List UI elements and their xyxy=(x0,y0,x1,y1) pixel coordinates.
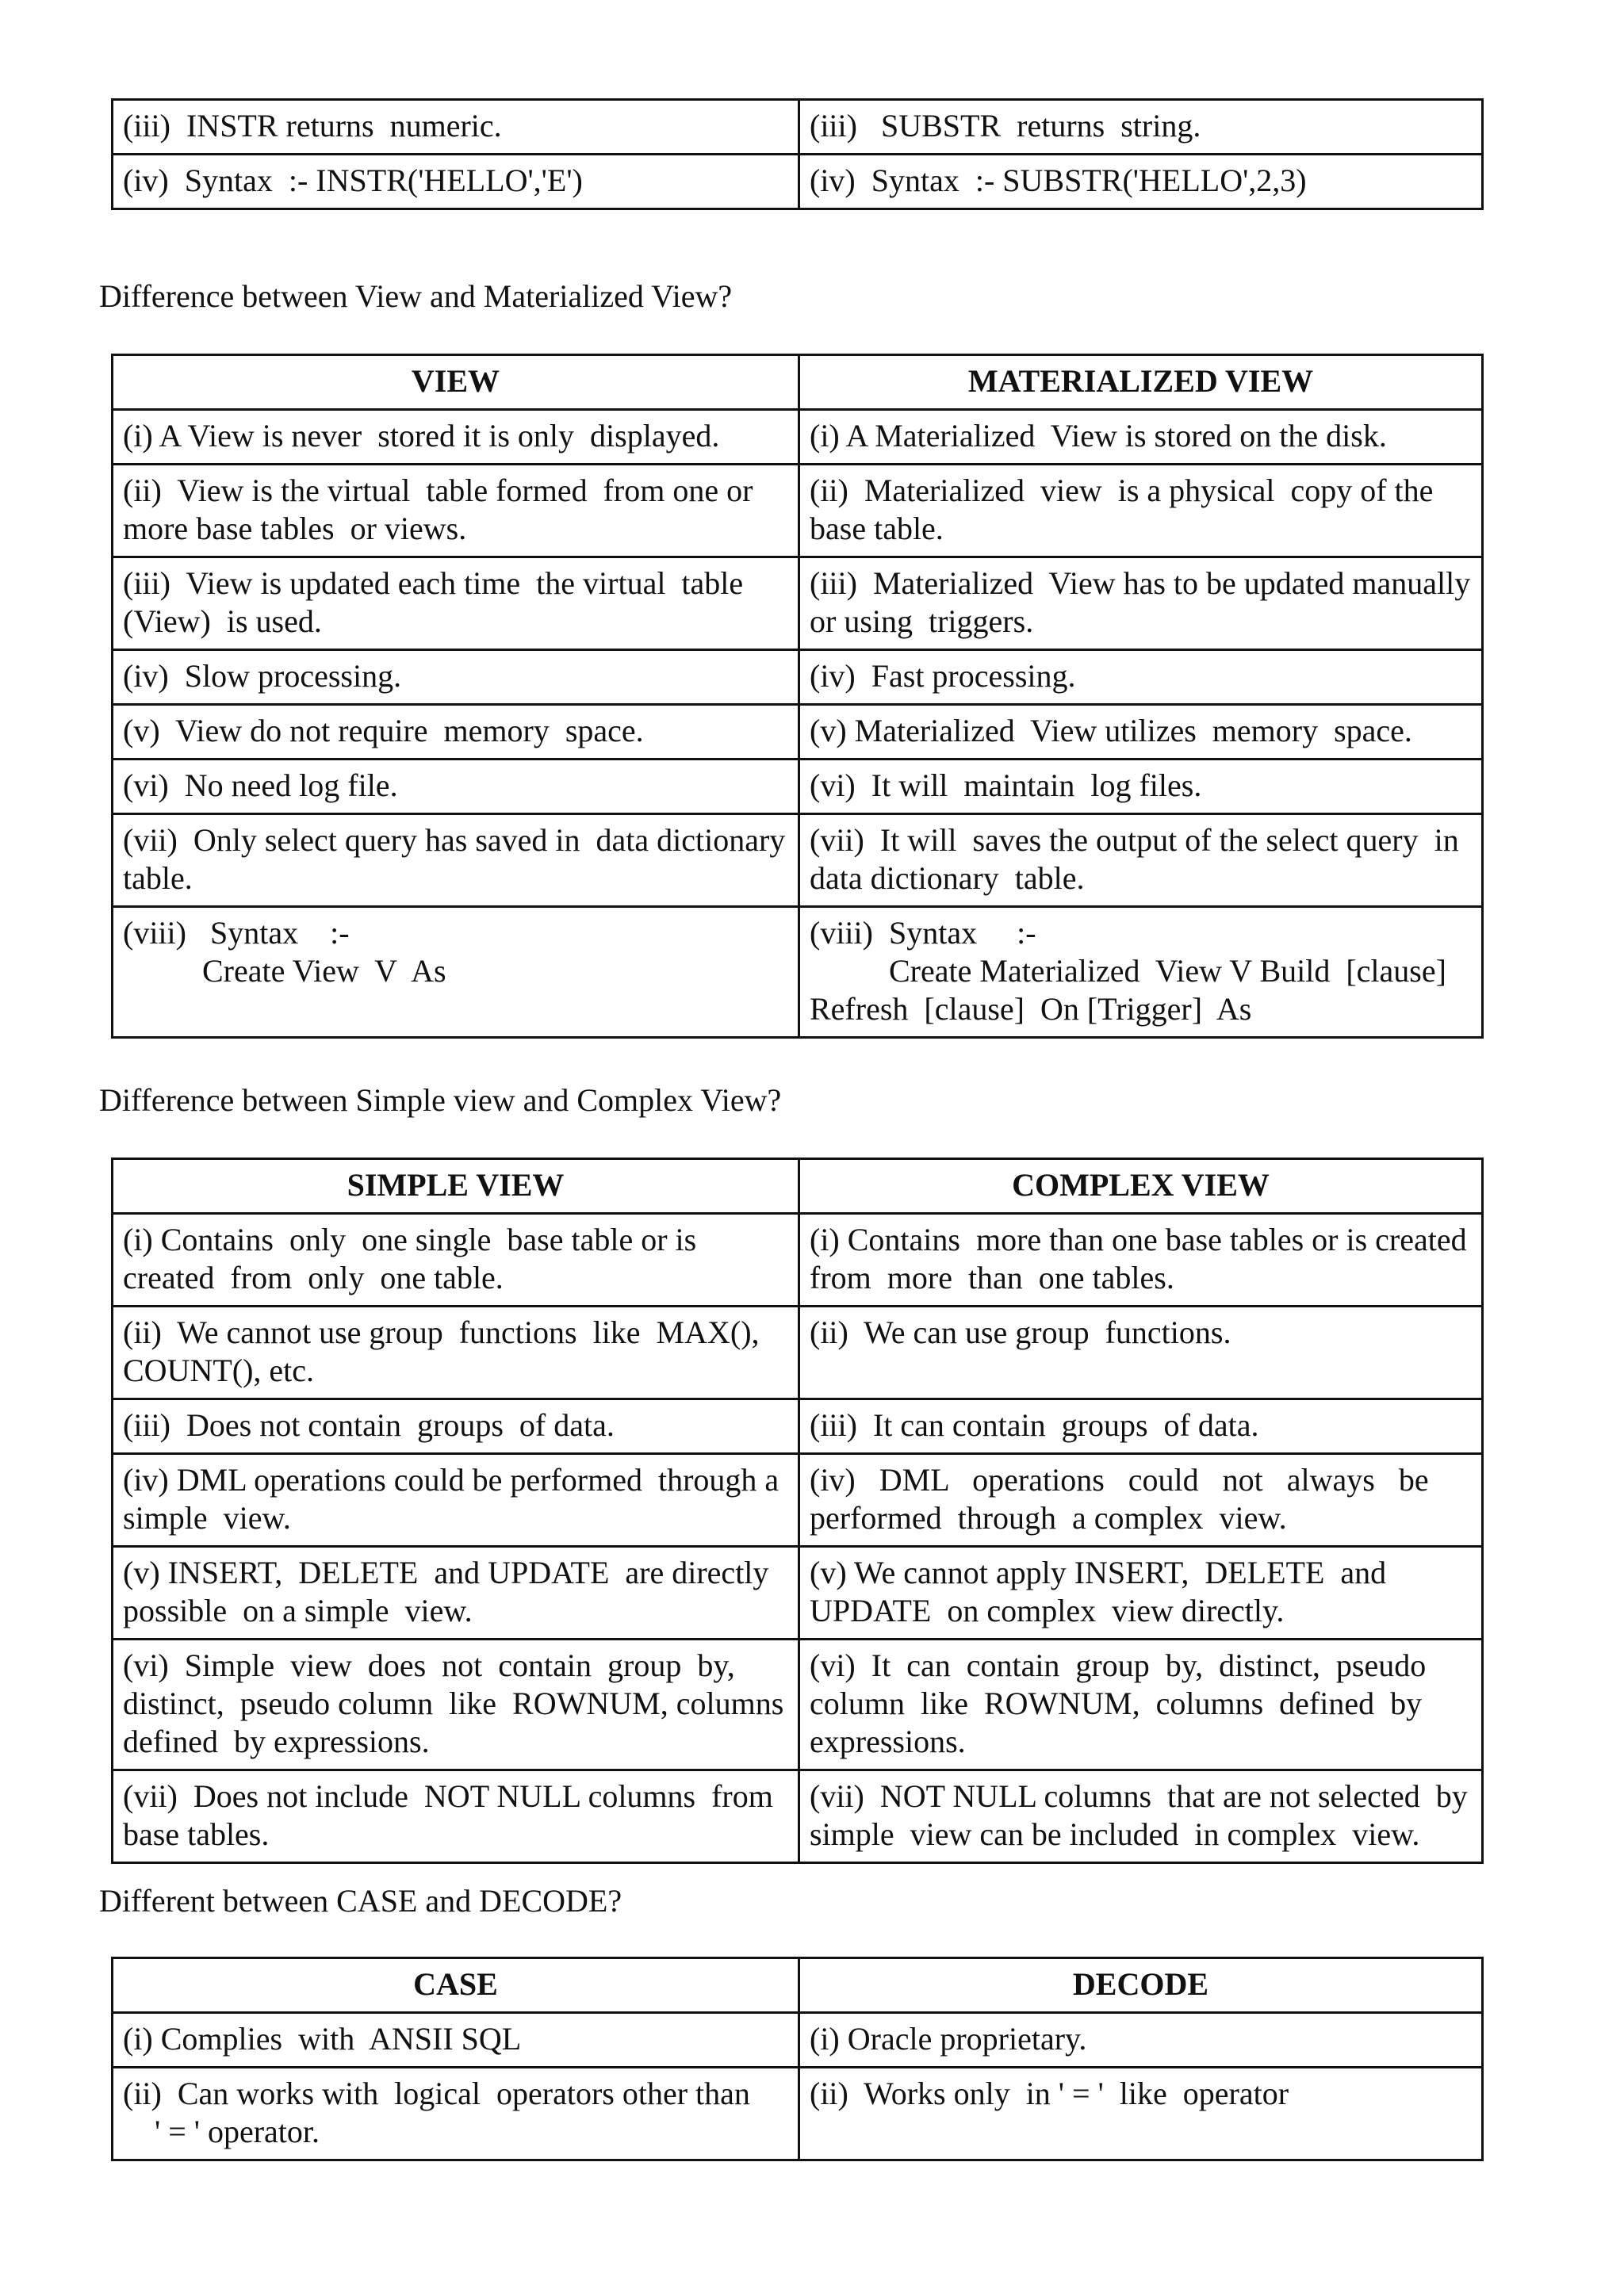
table-cell: (i) A Materialized View is stored on the disk. xyxy=(799,410,1483,465)
table-cell: (vii) NOT NULL columns that are not selected by simple view can be included in complex view. xyxy=(799,1770,1483,1863)
table-cell: (viii) Syntax :- Create Materialized View V Build [clause] Refresh [clause] On [Trigger] As xyxy=(799,907,1483,1038)
table-cell: (vi) Simple view does not contain group by, distinct, pseudo column like ROWNUM, columns defined by expressions. xyxy=(113,1640,799,1770)
table-cell: (iv) Syntax :- INSTR('HELLO','E') xyxy=(113,155,799,209)
table-cell: (i) Contains more than one base tables or is created from more than one tables. xyxy=(799,1214,1483,1307)
table-cell: (viii) Syntax :- Create View V As xyxy=(113,907,799,1038)
table-cell: (ii) Can works with logical operators other than ' = ' operator. xyxy=(113,2068,799,2160)
table-cell: (i) A View is never stored it is only displayed. xyxy=(113,410,799,465)
table-header-row xyxy=(113,1958,1483,2013)
table-row xyxy=(113,465,1483,557)
table-cell: (ii) We can use group functions. xyxy=(799,1307,1483,1399)
table-cell: (iv) Syntax :- SUBSTR('HELLO',2,3) xyxy=(799,155,1483,209)
table-row xyxy=(113,410,1483,465)
table-cell: (ii) We cannot use group functions like MAX(), COUNT(), etc. xyxy=(113,1307,799,1399)
view-comparison-table xyxy=(111,354,1484,1039)
table-cell: (iii) View is updated each time the virtual table (View) is used. xyxy=(113,557,799,650)
table-cell: (v) View do not require memory space. xyxy=(113,705,799,760)
table-cell: (i) Complies with ANSII SQL xyxy=(113,2013,799,2068)
table-cell: (vi) It will maintain log files. xyxy=(799,760,1483,814)
table-cell: (v) Materialized View utilizes memory space. xyxy=(799,705,1483,760)
table-cell: (iv) DML operations could be performed through a simple view. xyxy=(113,1454,799,1547)
table-cell: (iii) Does not contain groups of data. xyxy=(113,1399,799,1454)
table-header-row xyxy=(113,1159,1483,1214)
section-title-view: Difference between View and Materialized View? xyxy=(99,278,733,314)
table-cell: (vii) It will saves the output of the select query in data dictionary table. xyxy=(799,814,1483,907)
table-cell: (iv) Slow processing. xyxy=(113,650,799,705)
table-cell: (i) Contains only one single base table or is created from only one table. xyxy=(113,1214,799,1307)
case-decode-table xyxy=(111,1957,1484,2161)
column-header: VIEW xyxy=(113,355,799,410)
column-header: SIMPLE VIEW xyxy=(113,1159,799,1214)
table-cell: (iv) Fast processing. xyxy=(799,650,1483,705)
simple-complex-table xyxy=(111,1158,1484,1864)
table-cell: (iv) DML operations could not always be performed through a complex view. xyxy=(799,1454,1483,1547)
table-row xyxy=(113,1640,1483,1770)
table-cell: (ii) Works only in ' = ' like operator xyxy=(799,2068,1483,2160)
instr-substr-table xyxy=(111,98,1484,210)
table-row xyxy=(113,1454,1483,1547)
table-cell: (i) Oracle proprietary. xyxy=(799,2013,1483,2068)
table-row xyxy=(113,650,1483,705)
table-cell: (ii) Materialized view is a physical copy of the base table. xyxy=(799,465,1483,557)
table-row xyxy=(113,1307,1483,1399)
table-row xyxy=(113,100,1483,155)
column-header: DECODE xyxy=(799,1958,1483,2013)
table-row xyxy=(113,1214,1483,1307)
table-cell: (vi) It can contain group by, distinct, pseudo column like ROWNUM, columns defined by expressions. xyxy=(799,1640,1483,1770)
table-row xyxy=(113,705,1483,760)
table-cell: (vii) Only select query has saved in data dictionary table. xyxy=(113,814,799,907)
table-row xyxy=(113,1399,1483,1454)
table-cell: (v) INSERT, DELETE and UPDATE are directly possible on a simple view. xyxy=(113,1547,799,1640)
table-cell: (ii) View is the virtual table formed from one or more base tables or views. xyxy=(113,465,799,557)
column-header: MATERIALIZED VIEW xyxy=(799,355,1483,410)
section-title-simple-complex: Difference between Simple view and Complex View? xyxy=(99,1082,782,1118)
table-cell: (v) We cannot apply INSERT, DELETE and UPDATE on complex view directly. xyxy=(799,1547,1483,1640)
table-row xyxy=(113,155,1483,209)
table-cell: (iii) INSTR returns numeric. xyxy=(113,100,799,155)
column-header: COMPLEX VIEW xyxy=(799,1159,1483,1214)
table-cell: (iii) It can contain groups of data. xyxy=(799,1399,1483,1454)
column-header: CASE xyxy=(113,1958,799,2013)
table-cell: (vi) No need log file. xyxy=(113,760,799,814)
table-row xyxy=(113,557,1483,650)
table-cell: (iii) Materialized View has to be updated manually or using triggers. xyxy=(799,557,1483,650)
table-row xyxy=(113,1547,1483,1640)
table-header-row xyxy=(113,355,1483,410)
table-cell: (vii) Does not include NOT NULL columns from base tables. xyxy=(113,1770,799,1863)
table-row xyxy=(113,2013,1483,2068)
table-row xyxy=(113,760,1483,814)
table-row xyxy=(113,814,1483,907)
section-title-case-decode: Different between CASE and DECODE? xyxy=(99,1883,622,1919)
table-row xyxy=(113,1770,1483,1863)
table-row xyxy=(113,2068,1483,2160)
table-cell: (iii) SUBSTR returns string. xyxy=(799,100,1483,155)
table-row xyxy=(113,907,1483,1038)
